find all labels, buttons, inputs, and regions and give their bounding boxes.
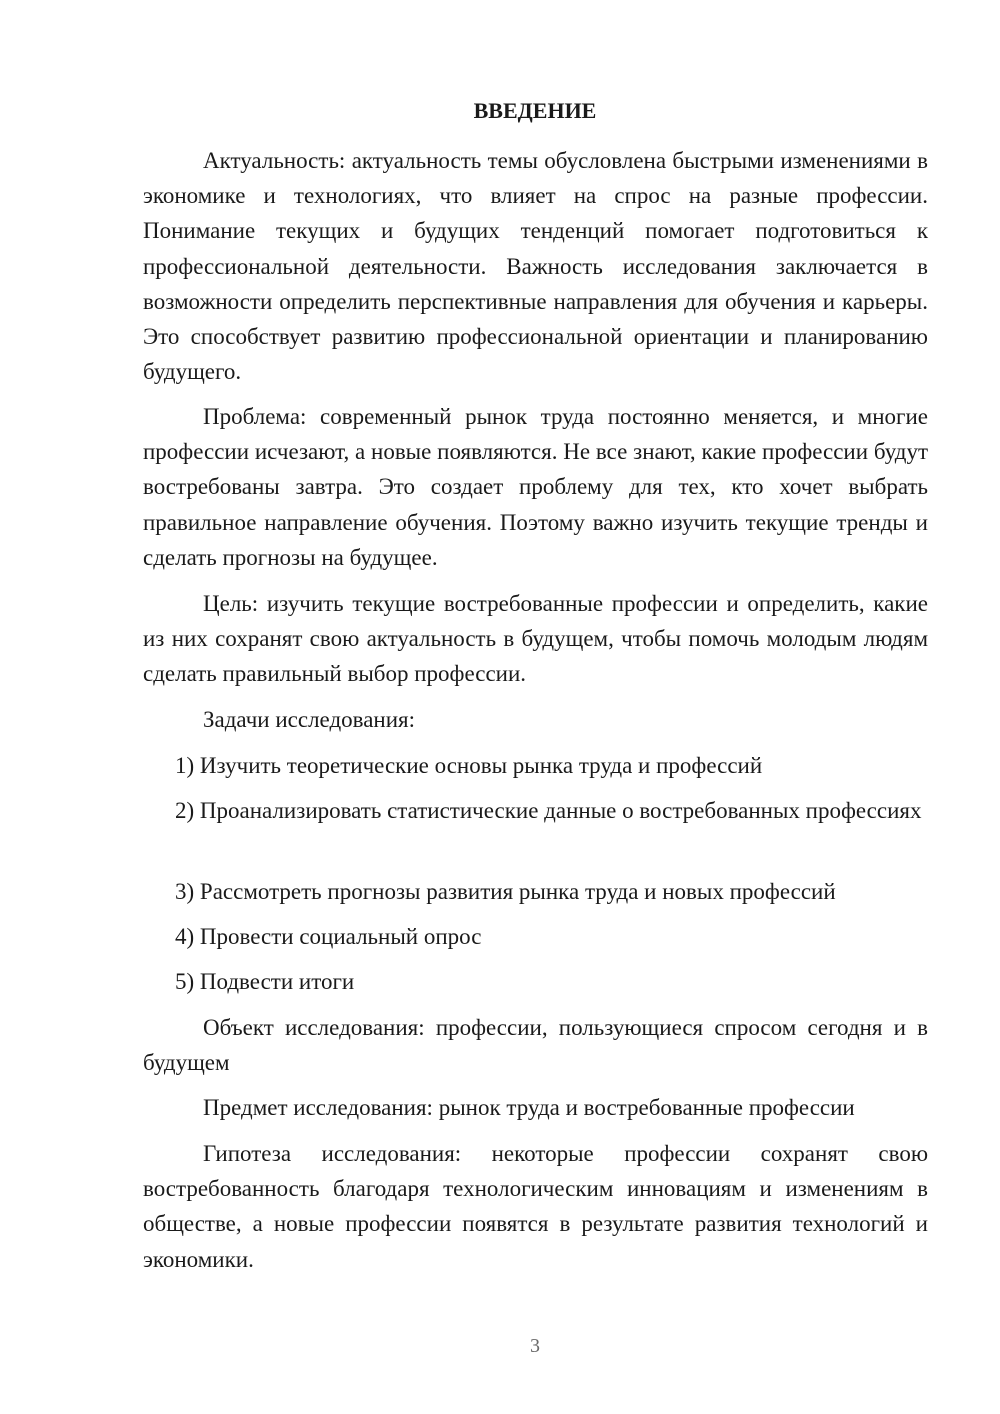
task-item-4: 4) Провести социальный опрос <box>175 924 482 949</box>
task-item-3: 3) Рассмотреть прогнозы развития рынка труда и новых профессий <box>175 879 836 904</box>
object-paragraph: Объект исследования: профессии, пользующиеся спросом сегодня и в будущем <box>143 1015 928 1076</box>
subject-paragraph: Предмет исследования: рынок труда и востребованные профессии <box>203 1095 855 1120</box>
hypothesis-paragraph: Гипотеза исследования: некоторые профессии сохранят свою востребованность благодаря технологическим инновациям и изменениям в обществе, а новые профессии появятся в результате развития технологий и экономики. <box>143 1141 928 1272</box>
task-item-5: 5) Подвести итоги <box>175 969 355 994</box>
goal-paragraph: Цель: изучить текущие востребованные профессии и определить, какие из них сохранят свою актуальность в будущем, чтобы помочь молодым людям сделать правильный выбор профессии. <box>143 591 928 687</box>
problem-paragraph: Проблема: современный рынок труда постоянно меняется, и многие профессии исчезают, а новые появляются. Не все знают, какие профессии будут востребованы завтра. Это создает проблему для тех, кто хочет выбрать правильное направление обучения. Поэтому важно изучить текущие тренды и сделать прогнозы на будущее. <box>143 404 928 570</box>
relevance-paragraph: Актуальность: актуальность темы обусловлена быстрыми изменениями в экономике и технологиях, что влияет на спрос на разные профессии. Понимание текущих и будущих тенденций помогает подготовиться к профессиональной деятельности. Важность исследования заключается в возможности определить перспективные направления для обучения и карьеры. Это способствует развитию профессиональной ориентации и планированию будущего. <box>143 148 928 385</box>
section-heading: ВВЕДЕНИЕ <box>473 98 597 123</box>
task-item-1: 1) Изучить теоретические основы рынка труда и профессий <box>175 753 763 778</box>
tasks-title: Задачи исследования: <box>203 707 416 732</box>
task-item-2: 2) Проанализировать статистические данные о востребованных профессиях <box>175 798 922 823</box>
page-number: 3 <box>530 1335 540 1357</box>
